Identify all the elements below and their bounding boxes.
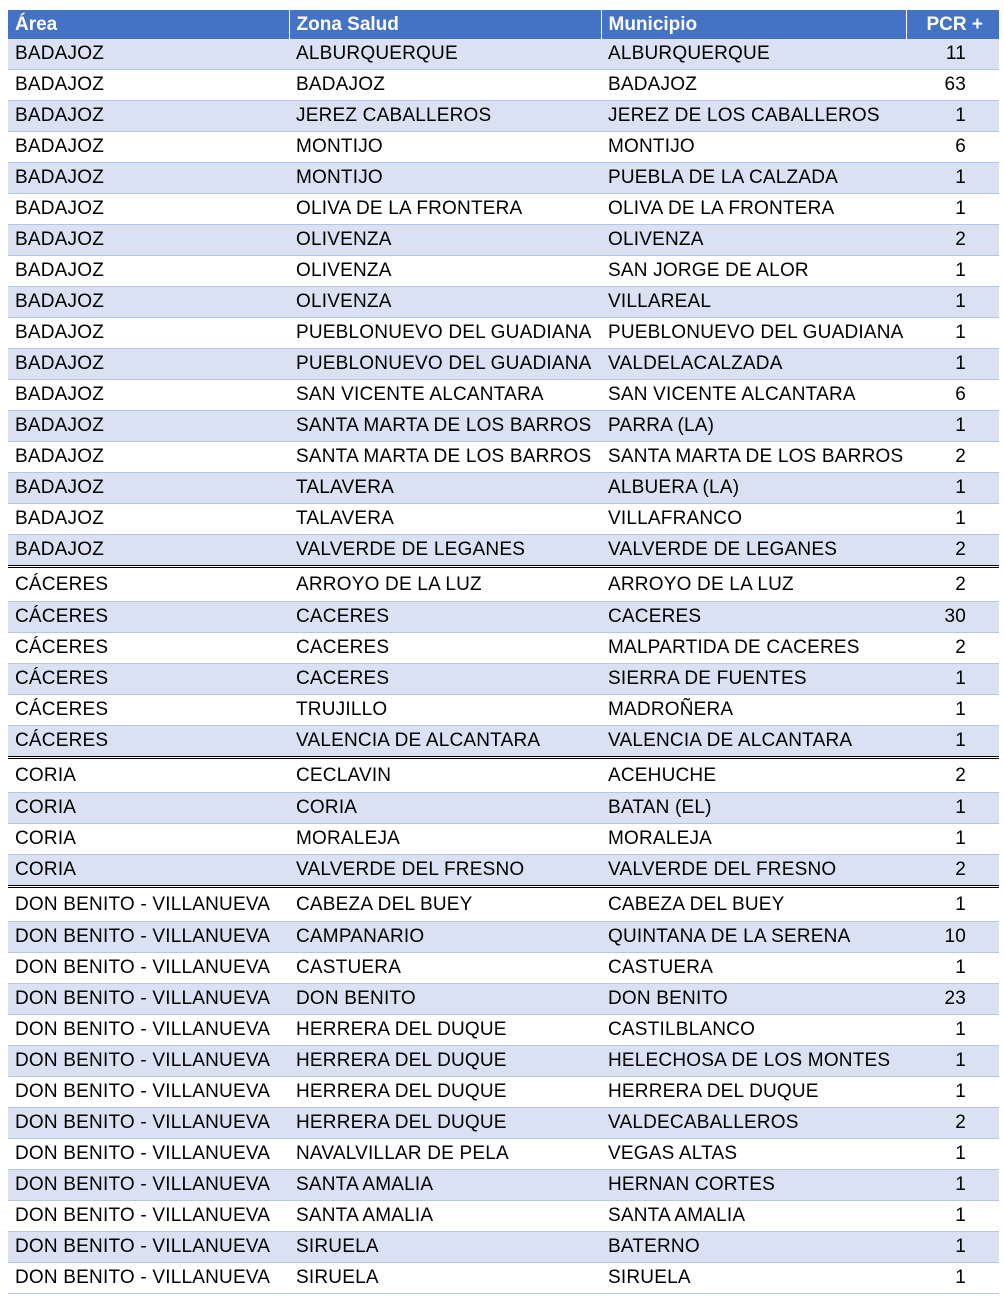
cell-municipio: ALBUERA (LA)	[601, 473, 906, 504]
cell-zona-salud: NAVALVILLAR DE PELA	[289, 1139, 601, 1170]
table-row	[8, 1170, 999, 1201]
cell-pcr: 1	[906, 101, 999, 132]
cell-municipio: HERNAN CORTES	[601, 1170, 906, 1201]
cell-municipio: VEGAS ALTAS	[601, 1139, 906, 1170]
cell-zona-salud: TALAVERA	[289, 504, 601, 535]
cell-area: BADAJOZ	[8, 194, 289, 225]
cell-zona-salud: JEREZ CABALLEROS	[289, 101, 601, 132]
cell-area: CORIA	[8, 793, 289, 824]
cell-zona-salud: TRUJILLO	[289, 695, 601, 726]
table-row	[8, 1108, 999, 1139]
cell-pcr: 1	[906, 473, 999, 504]
cell-zona-salud: CACERES	[289, 664, 601, 695]
cell-municipio: ACEHUCHE	[601, 758, 906, 793]
table-row	[8, 256, 999, 287]
cell-municipio: CABEZA DEL BUEY	[601, 887, 906, 922]
table-row	[8, 922, 999, 953]
header-row	[8, 10, 999, 39]
cell-municipio: MALPARTIDA DE CACERES	[601, 633, 906, 664]
table-row	[8, 101, 999, 132]
cell-municipio: CACERES	[601, 602, 906, 633]
cell-municipio: VALDECABALLEROS	[601, 1108, 906, 1139]
cell-zona-salud: SANTA AMALIA	[289, 1201, 601, 1232]
cell-area: DON BENITO - VILLANUEVA	[8, 922, 289, 953]
table-row	[8, 349, 999, 380]
table-row	[8, 473, 999, 504]
cell-zona-salud: CACERES	[289, 602, 601, 633]
cell-pcr: 1	[906, 695, 999, 726]
cell-zona-salud: VALVERDE DE LEGANES	[289, 535, 601, 567]
cell-pcr: 1	[906, 256, 999, 287]
cell-municipio: SAN JORGE DE ALOR	[601, 256, 906, 287]
cell-pcr: 1	[906, 163, 999, 194]
table-row	[8, 664, 999, 695]
cell-pcr: 2	[906, 633, 999, 664]
cell-area: BADAJOZ	[8, 318, 289, 349]
header-area: Área	[8, 10, 289, 39]
cell-area: CORIA	[8, 855, 289, 887]
table-row	[8, 504, 999, 535]
cell-zona-salud: PUEBLONUEVO DEL GUADIANA	[289, 318, 601, 349]
table-row	[8, 287, 999, 318]
cell-area: BADAJOZ	[8, 349, 289, 380]
table-row	[8, 535, 999, 567]
cell-area: BADAJOZ	[8, 504, 289, 535]
cell-zona-salud: CORIA	[289, 793, 601, 824]
cell-pcr: 1	[906, 349, 999, 380]
cell-zona-salud: HERRERA DEL DUQUE	[289, 1108, 601, 1139]
table-row	[8, 194, 999, 225]
table-row	[8, 1232, 999, 1263]
table-row	[8, 567, 999, 602]
cell-pcr: 2	[906, 855, 999, 887]
cell-municipio: SANTA MARTA DE LOS BARROS	[601, 442, 906, 473]
cell-pcr: 10	[906, 922, 999, 953]
cell-municipio: VALDELACALZADA	[601, 349, 906, 380]
cell-municipio: PARRA (LA)	[601, 411, 906, 442]
cell-pcr: 63	[906, 70, 999, 101]
cell-area: DON BENITO - VILLANUEVA	[8, 887, 289, 922]
cell-pcr: 6	[906, 380, 999, 411]
table-row	[8, 163, 999, 194]
cell-area: CÁCERES	[8, 633, 289, 664]
cell-area: BADAJOZ	[8, 132, 289, 163]
cell-area: DON BENITO - VILLANUEVA	[8, 984, 289, 1015]
cell-area: DON BENITO - VILLANUEVA	[8, 1232, 289, 1263]
spreadsheet-table	[8, 10, 999, 1294]
cell-zona-salud: TALAVERA	[289, 473, 601, 504]
table-body	[8, 39, 999, 1294]
cell-zona-salud: HERRERA DEL DUQUE	[289, 1077, 601, 1108]
table-row	[8, 70, 999, 101]
cell-municipio: BADAJOZ	[601, 70, 906, 101]
cell-municipio: DON BENITO	[601, 984, 906, 1015]
cell-area: BADAJOZ	[8, 442, 289, 473]
cell-area: DON BENITO - VILLANUEVA	[8, 1139, 289, 1170]
cell-zona-salud: OLIVENZA	[289, 225, 601, 256]
cell-area: DON BENITO - VILLANUEVA	[8, 953, 289, 984]
table-row	[8, 726, 999, 758]
cell-pcr: 1	[906, 504, 999, 535]
cell-zona-salud: VALENCIA DE ALCANTARA	[289, 726, 601, 758]
cell-municipio: OLIVA DE LA FRONTERA	[601, 194, 906, 225]
cell-area: BADAJOZ	[8, 380, 289, 411]
cell-zona-salud: MORALEJA	[289, 824, 601, 855]
cell-municipio: SIERRA DE FUENTES	[601, 664, 906, 695]
cell-area: BADAJOZ	[8, 70, 289, 101]
cell-zona-salud: HERRERA DEL DUQUE	[289, 1046, 601, 1077]
cell-zona-salud: SIRUELA	[289, 1232, 601, 1263]
table-row	[8, 442, 999, 473]
cell-municipio: PUEBLA DE LA CALZADA	[601, 163, 906, 194]
cell-pcr: 1	[906, 1046, 999, 1077]
cell-zona-salud: CAMPANARIO	[289, 922, 601, 953]
cell-pcr: 1	[906, 318, 999, 349]
cell-pcr: 1	[906, 1015, 999, 1046]
table-row	[8, 758, 999, 793]
table-row	[8, 793, 999, 824]
cell-pcr: 1	[906, 1139, 999, 1170]
cell-area: BADAJOZ	[8, 39, 289, 70]
cell-area: BADAJOZ	[8, 473, 289, 504]
cell-area: BADAJOZ	[8, 101, 289, 132]
cell-pcr: 2	[906, 442, 999, 473]
table-row	[8, 132, 999, 163]
cell-zona-salud: HERRERA DEL DUQUE	[289, 1015, 601, 1046]
cell-municipio: CASTILBLANCO	[601, 1015, 906, 1046]
cell-zona-salud: BADAJOZ	[289, 70, 601, 101]
cell-municipio: QUINTANA DE LA SERENA	[601, 922, 906, 953]
table-row	[8, 1139, 999, 1170]
cell-municipio: VALVERDE DEL FRESNO	[601, 855, 906, 887]
cell-zona-salud: ARROYO DE LA LUZ	[289, 567, 601, 602]
cell-municipio: ARROYO DE LA LUZ	[601, 567, 906, 602]
cell-area: CORIA	[8, 824, 289, 855]
cell-pcr: 1	[906, 664, 999, 695]
cell-pcr: 2	[906, 567, 999, 602]
table-row	[8, 1077, 999, 1108]
cell-pcr: 1	[906, 1232, 999, 1263]
cell-pcr: 1	[906, 887, 999, 922]
cell-pcr: 6	[906, 132, 999, 163]
cell-zona-salud: MONTIJO	[289, 163, 601, 194]
cell-area: DON BENITO - VILLANUEVA	[8, 1170, 289, 1201]
cell-pcr: 1	[906, 287, 999, 318]
table-row	[8, 318, 999, 349]
cell-zona-salud: OLIVENZA	[289, 287, 601, 318]
table-row	[8, 633, 999, 664]
cell-area: CORIA	[8, 758, 289, 793]
cell-municipio: HERRERA DEL DUQUE	[601, 1077, 906, 1108]
cell-municipio: VILLAFRANCO	[601, 504, 906, 535]
cell-municipio: BATERNO	[601, 1232, 906, 1263]
cell-area: CÁCERES	[8, 664, 289, 695]
cell-area: BADAJOZ	[8, 287, 289, 318]
cell-area: DON BENITO - VILLANUEVA	[8, 1108, 289, 1139]
cell-pcr: 30	[906, 602, 999, 633]
cell-pcr: 1	[906, 1263, 999, 1294]
cell-zona-salud: MONTIJO	[289, 132, 601, 163]
cell-zona-salud: VALVERDE DEL FRESNO	[289, 855, 601, 887]
cell-pcr: 2	[906, 1108, 999, 1139]
cell-area: CÁCERES	[8, 567, 289, 602]
cell-pcr: 1	[906, 793, 999, 824]
cell-zona-salud: OLIVA DE LA FRONTERA	[289, 194, 601, 225]
cell-municipio: OLIVENZA	[601, 225, 906, 256]
cell-municipio: BATAN (EL)	[601, 793, 906, 824]
cell-zona-salud: SAN VICENTE ALCANTARA	[289, 380, 601, 411]
table-row	[8, 953, 999, 984]
table-row	[8, 411, 999, 442]
cell-zona-salud: CECLAVIN	[289, 758, 601, 793]
cell-zona-salud: CACERES	[289, 633, 601, 664]
cell-zona-salud: CASTUERA	[289, 953, 601, 984]
pcr-table	[8, 10, 999, 1294]
cell-zona-salud: ALBURQUERQUE	[289, 39, 601, 70]
cell-pcr: 2	[906, 758, 999, 793]
table-row	[8, 984, 999, 1015]
cell-area: BADAJOZ	[8, 411, 289, 442]
cell-pcr: 2	[906, 535, 999, 567]
cell-municipio: JEREZ DE LOS CABALLEROS	[601, 101, 906, 132]
cell-municipio: VILLAREAL	[601, 287, 906, 318]
cell-pcr: 1	[906, 1201, 999, 1232]
cell-zona-salud: CABEZA DEL BUEY	[289, 887, 601, 922]
cell-area: DON BENITO - VILLANUEVA	[8, 1015, 289, 1046]
cell-pcr: 1	[906, 194, 999, 225]
cell-pcr: 2	[906, 225, 999, 256]
cell-pcr: 23	[906, 984, 999, 1015]
header-zona-salud: Zona Salud	[289, 10, 601, 39]
cell-area: DON BENITO - VILLANUEVA	[8, 1201, 289, 1232]
cell-area: DON BENITO - VILLANUEVA	[8, 1263, 289, 1294]
cell-zona-salud: SANTA AMALIA	[289, 1170, 601, 1201]
cell-area: DON BENITO - VILLANUEVA	[8, 1077, 289, 1108]
cell-pcr: 1	[906, 824, 999, 855]
table-row	[8, 855, 999, 887]
cell-municipio: VALENCIA DE ALCANTARA	[601, 726, 906, 758]
table-row	[8, 1046, 999, 1077]
cell-municipio: HELECHOSA DE LOS MONTES	[601, 1046, 906, 1077]
cell-municipio: SANTA AMALIA	[601, 1201, 906, 1232]
cell-pcr: 1	[906, 726, 999, 758]
cell-area: CÁCERES	[8, 726, 289, 758]
cell-zona-salud: OLIVENZA	[289, 256, 601, 287]
cell-zona-salud: SANTA MARTA DE LOS BARROS	[289, 411, 601, 442]
cell-zona-salud: PUEBLONUEVO DEL GUADIANA	[289, 349, 601, 380]
cell-municipio: CASTUERA	[601, 953, 906, 984]
cell-municipio: SAN VICENTE ALCANTARA	[601, 380, 906, 411]
cell-area: BADAJOZ	[8, 256, 289, 287]
table-header	[8, 10, 999, 39]
header-pcr: PCR +	[906, 10, 999, 39]
cell-municipio: MONTIJO	[601, 132, 906, 163]
cell-municipio: MADROÑERA	[601, 695, 906, 726]
cell-zona-salud: DON BENITO	[289, 984, 601, 1015]
table-row	[8, 887, 999, 922]
table-row	[8, 824, 999, 855]
table-row	[8, 39, 999, 70]
cell-zona-salud: SANTA MARTA DE LOS BARROS	[289, 442, 601, 473]
table-row	[8, 380, 999, 411]
cell-area: DON BENITO - VILLANUEVA	[8, 1046, 289, 1077]
header-municipio: Municipio	[601, 10, 906, 39]
cell-municipio: SIRUELA	[601, 1263, 906, 1294]
table-row	[8, 1015, 999, 1046]
table-row	[8, 695, 999, 726]
table-row	[8, 602, 999, 633]
cell-area: BADAJOZ	[8, 163, 289, 194]
cell-municipio: MORALEJA	[601, 824, 906, 855]
cell-pcr: 1	[906, 411, 999, 442]
cell-municipio: ALBURQUERQUE	[601, 39, 906, 70]
cell-area: CÁCERES	[8, 602, 289, 633]
table-row	[8, 1263, 999, 1294]
cell-pcr: 11	[906, 39, 999, 70]
cell-area: CÁCERES	[8, 695, 289, 726]
cell-pcr: 1	[906, 1077, 999, 1108]
table-row	[8, 1201, 999, 1232]
cell-pcr: 1	[906, 953, 999, 984]
cell-zona-salud: SIRUELA	[289, 1263, 601, 1294]
cell-area: BADAJOZ	[8, 225, 289, 256]
cell-pcr: 1	[906, 1170, 999, 1201]
cell-area: BADAJOZ	[8, 535, 289, 567]
table-row	[8, 225, 999, 256]
cell-municipio: PUEBLONUEVO DEL GUADIANA	[601, 318, 906, 349]
cell-municipio: VALVERDE DE LEGANES	[601, 535, 906, 567]
